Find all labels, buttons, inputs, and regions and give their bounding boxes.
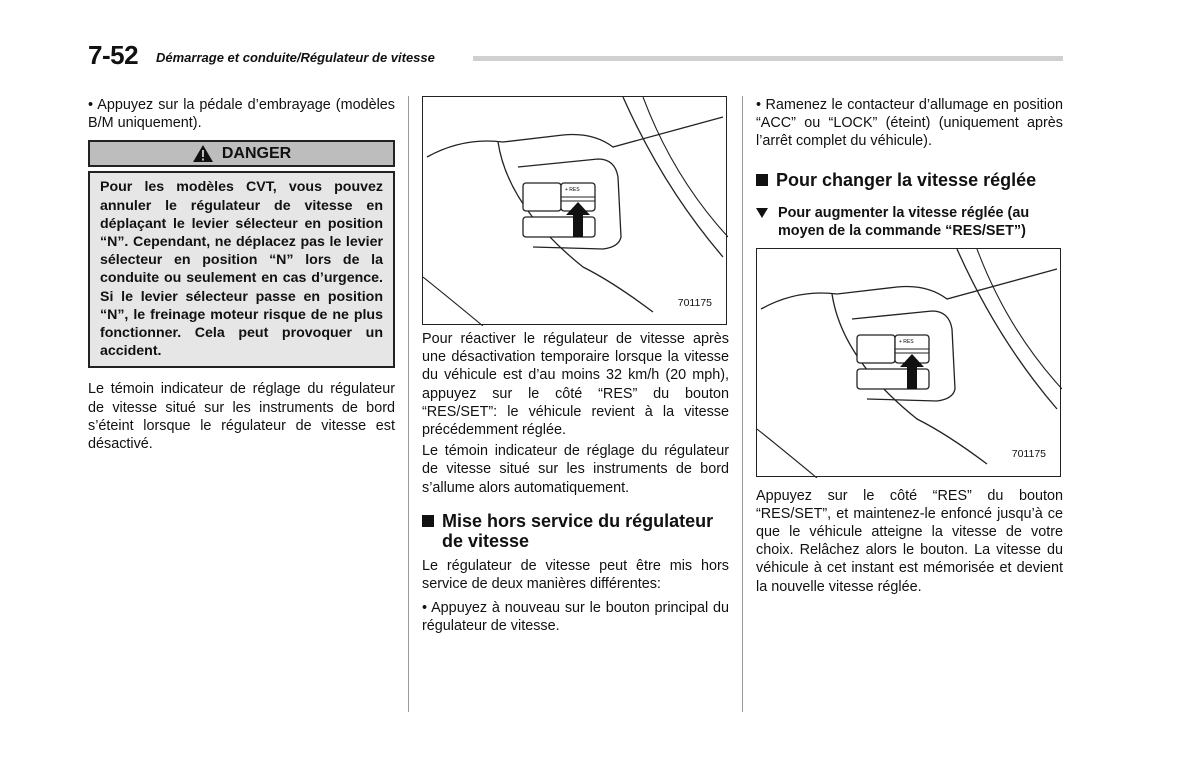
paragraph-indicator-off: Le témoin indicateur de réglage du régulateur de vitesse situé sur les instruments de bord s’éteint lorsque le régulateur de vitesse est désactivé. — [88, 381, 395, 453]
paragraph-reactivate: Pour réactiver le régulateur de vitesse après une désactivation temporaire lorsque la vitesse du véhicule est d’au moins 32 km/h (20 mph), appuyez sur le côté “RES” du bouton “RES/SET”: le véhicule revient à la vitesse précédemment réglée. — [422, 331, 729, 439]
steering-wheel-illustration — [423, 97, 728, 326]
section-title-deactivation: Mise hors service du régulateur de vitesse — [422, 511, 729, 551]
steering-wheel-figure-2 — [756, 248, 1061, 477]
danger-label: DANGER — [221, 144, 292, 162]
triangle-down-icon — [756, 208, 768, 218]
warning-icon — [192, 144, 214, 163]
section-square-icon — [756, 174, 768, 186]
bullet-main-button: • Appuyez à nouveau sur le bouton principal du régulateur de vitesse. — [422, 600, 729, 635]
paragraph-two-ways: Le régulateur de vitesse peut être mis hors service de deux manières différentes: — [422, 557, 729, 593]
page-number: 7-52 — [88, 40, 139, 70]
paragraph-indicator-on: Le témoin indicateur de réglage du régulateur de vitesse situé sur les instruments de bord s’allume alors automatiquement. — [422, 443, 729, 496]
res-button-label-fig2: + RES — [899, 338, 914, 345]
column-divider-2 — [742, 96, 743, 712]
header-title: Démarrage et conduite/Régulateur de vitesse — [156, 50, 435, 65]
subsection-title-increase: Pour augmenter la vitesse réglée (au moyen de la commande “RES/SET”) — [756, 204, 1063, 240]
column-divider-1 — [408, 96, 409, 712]
bullet-clutch: • Appuyez sur la pédale d’embrayage (modèles B/M uniquement). — [88, 97, 395, 132]
bullet-ignition: • Ramenez le contacteur d’allumage en position “ACC” ou “LOCK” (éteint) (uniquement après l’arrêt complet du véhicule). — [756, 97, 1063, 150]
danger-box — [88, 171, 395, 368]
column-3 — [756, 96, 1063, 596]
danger-header — [88, 140, 395, 167]
danger-text: Pour les modèles CVT, vous pouvez annuler le régulateur de vitesse en déplaçant le levier sélecteur en position “N”. Cependant, ne déplacez pas le levier sélecteur en position “N” lors de la conduite ou seulement en cas d’urgence. Si le levier sélecteur passe en position “N”, le freinage moteur risque de ne plus fonctionner. Cela peut provoquer un accident. — [100, 179, 383, 360]
header-rule — [473, 56, 1063, 61]
section-square-icon — [422, 515, 434, 527]
figure-code: 701175 — [1011, 448, 1046, 461]
steering-wheel-illustration — [757, 249, 1062, 478]
paragraph-hold-res: Appuyez sur le côté “RES” du bouton “RES/SET”, et maintenez-le enfoncé jusqu’à ce que le véhicule atteigne la vitesse de votre choix. Relâchez alors le bouton. La vitesse du véhicule à cet instant est mémorisée et devient la nouvelle vitesse réglée. — [756, 487, 1063, 595]
res-button-label-fig1: + RES — [565, 187, 580, 193]
figure-code: 701175 — [677, 296, 712, 309]
section-title-change-speed: Pour changer la vitesse réglée — [756, 170, 1063, 190]
steering-wheel-figure — [422, 96, 727, 325]
column-1 — [88, 96, 395, 453]
column-2 — [422, 96, 729, 636]
page-header — [88, 38, 1063, 68]
